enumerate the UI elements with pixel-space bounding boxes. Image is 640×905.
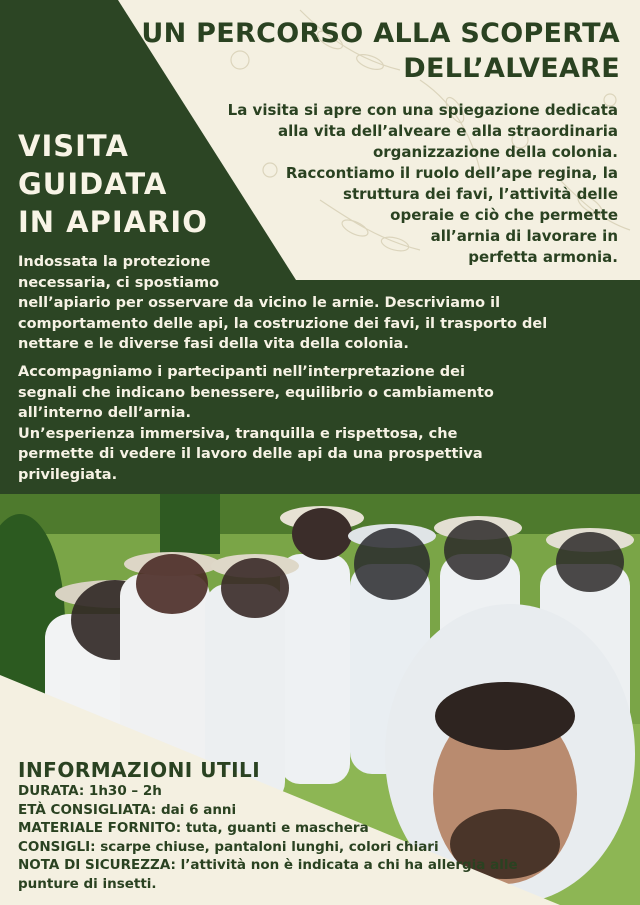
body-line: comportamento delle api, la costruzione dei favi, il trasporto del [18, 315, 548, 332]
body-line: nettare e le diverse fasi della vita della colonia. [18, 336, 409, 352]
info-duration: DURATA: 1h30 – 2h [18, 783, 162, 799]
intro-line: operaie e ciò che permette [390, 206, 618, 224]
info-section-title: INFORMAZIONI UTILI [18, 758, 261, 782]
info-advice: CONSIGLI: scarpe chiuse, pantaloni lunghi, colori chiari [18, 838, 439, 855]
intro-line: organizzazione della colonia. [372, 143, 618, 161]
intro-line: perfetta armonia. [468, 248, 618, 266]
intro-line: La visita si apre con una spiegazione dedicata [227, 101, 618, 119]
body-line: Accompagniamo i partecipanti nell’interpretazione dei [18, 364, 465, 380]
info-list [18, 782, 578, 893]
side-title-line-1: VISITA [18, 129, 129, 163]
body-line: Un’esperienza immersiva, tranquilla e rispettosa, che [18, 425, 458, 442]
body-line: permette di vedere il lavoro delle api da una prospettiva [18, 446, 483, 462]
intro-line: alla vita dell’alveare e alla straordinaria [277, 122, 618, 140]
title-line-2: DELL’ALVEARE [403, 53, 620, 84]
side-title-line-2: GUIDATA [18, 167, 168, 201]
intro-line: Raccontiamo il ruolo dell’ape regina, la [285, 164, 618, 182]
intro-line: struttura dei favi, l’attività delle [343, 185, 618, 203]
intro-line: all’arnia di lavorare in [430, 227, 618, 245]
body-line: segnali che indicano benessere, equilibrio o cambiamento [18, 384, 494, 401]
body-line: all’interno dell’arnia. [18, 405, 191, 421]
body-line: privilegiata. [18, 466, 118, 483]
side-title-line-3: IN APIARIO [18, 205, 208, 239]
info-material: MATERIALE FORNITO: tuta, guanti e maschera [18, 820, 369, 836]
info-safety-2: punture di insetti. [18, 875, 157, 892]
title-line-1: UN PERCORSO ALLA SCOPERTA [141, 18, 620, 49]
body-line: Indossata la protezione [18, 254, 211, 270]
info-age: ETÀ CONSIGLIATA: dai 6 anni [18, 801, 237, 818]
info-safety-1: NOTA DI SICUREZZA: l’attività non è indicata a chi ha allergia alle [18, 857, 518, 873]
body-line: necessaria, ci spostiamo [18, 274, 220, 291]
body-line: nell’apiario per osservare da vicino le arnie. Descriviamo il [18, 295, 501, 311]
